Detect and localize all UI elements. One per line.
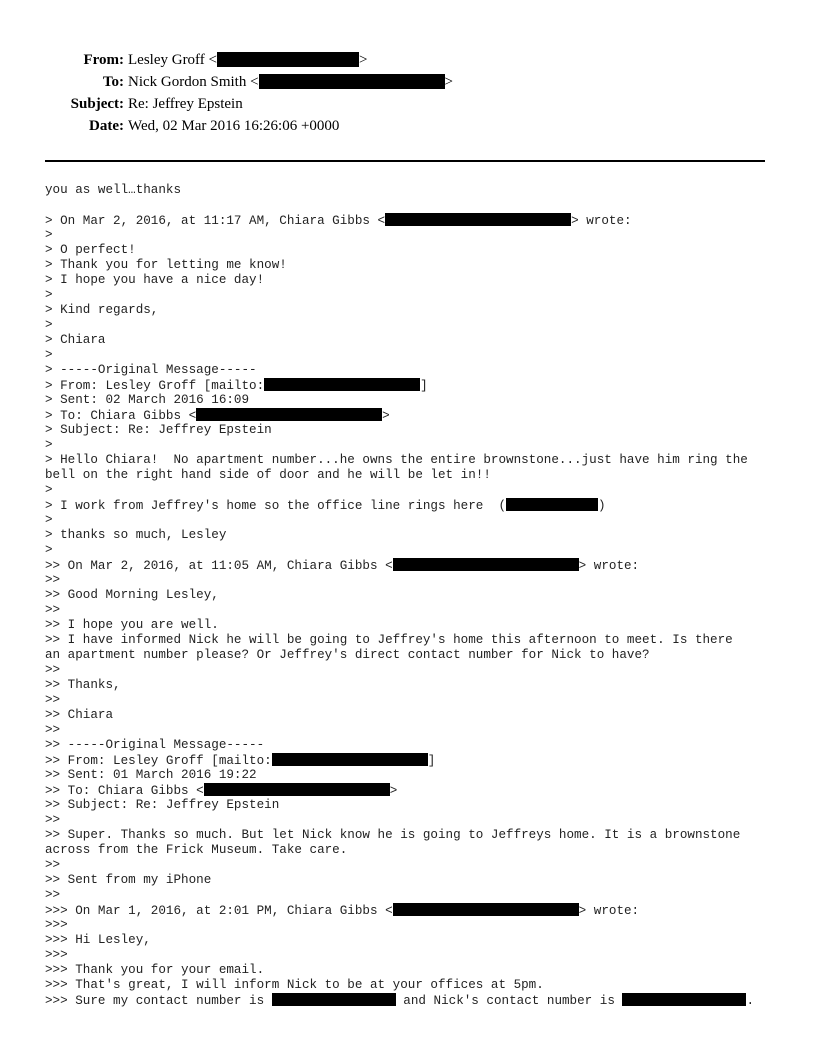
body-line: >> On Mar 2, 2016, at 11:05 AM, Chiara Gibbs < > wrote: — [45, 559, 640, 573]
body-line: > — [45, 438, 53, 452]
body-line: >> I have informed Nick he will be going to Jeffrey's home this afternoon to meet. Is there — [45, 633, 733, 647]
body-line: an apartment number please? Or Jeffrey's direct contact number for Nick to have? — [45, 648, 650, 662]
date-value: Wed, 02 Mar 2016 16:26:06 +0000 — [128, 118, 340, 134]
date-row — [0, 118, 816, 140]
email-header — [0, 52, 816, 140]
to-value: Nick Gordon Smith < > — [128, 74, 454, 90]
header-divider — [45, 160, 765, 162]
redaction-box — [393, 558, 579, 571]
redaction-box — [264, 378, 420, 391]
body-line: >> -----Original Message----- — [45, 738, 265, 752]
redaction-box — [506, 498, 598, 511]
body-line: >> — [45, 573, 61, 587]
body-line: > Hello Chiara! No apartment number...he owns the entire brownstone...just have him ring the — [45, 453, 748, 467]
body-line: > On Mar 2, 2016, at 11:17 AM, Chiara Gibbs < > wrote: — [45, 214, 632, 228]
body-line: > Subject: Re: Jeffrey Epstein — [45, 423, 272, 437]
body-line: >> Good Morning Lesley, — [45, 588, 219, 602]
body-line — [45, 198, 775, 213]
body-line: >> Chiara — [45, 708, 114, 722]
body-line: >> To: Chiara Gibbs < > — [45, 784, 398, 798]
from-row — [0, 52, 816, 74]
body-line: across from the Frick Museum. Take care. — [45, 843, 348, 857]
body-line: >>> — [45, 948, 68, 962]
body-line: > — [45, 318, 53, 332]
body-line: > — [45, 543, 53, 557]
redaction-box — [622, 993, 746, 1006]
redaction-box — [272, 993, 396, 1006]
body-line: > — [45, 288, 53, 302]
body-line: you as well…thanks — [45, 183, 182, 197]
redaction-box — [259, 74, 445, 89]
body-line: > O perfect! — [45, 243, 136, 257]
body-line: > — [45, 513, 53, 527]
body-line: >>> — [45, 918, 68, 932]
subject-value: Re: Jeffrey Epstein — [128, 96, 243, 112]
body-line: > I work from Jeffrey's home so the office line rings here ( ) — [45, 499, 606, 513]
body-line: >>> Sure my contact number is and Nick's contact number is . — [45, 994, 755, 1008]
body-line: > — [45, 483, 53, 497]
subject-label: Subject: — [70, 96, 124, 112]
body-line: > To: Chiara Gibbs < > — [45, 409, 390, 423]
body-line: bell on the right hand side of door and he will be let in!! — [45, 468, 491, 482]
body-line: >> Sent from my iPhone — [45, 873, 212, 887]
body-line: >> — [45, 888, 61, 902]
body-line: >>> On Mar 1, 2016, at 2:01 PM, Chiara Gibbs < > wrote: — [45, 904, 640, 918]
body-line: > Thank you for letting me know! — [45, 258, 287, 272]
body-line: >>> That's great, I will inform Nick to be at your offices at 5pm. — [45, 978, 544, 992]
redaction-box — [196, 408, 382, 421]
body-line: > -----Original Message----- — [45, 363, 257, 377]
body-line: >> Subject: Re: Jeffrey Epstein — [45, 798, 280, 812]
body-line: > Sent: 02 March 2016 16:09 — [45, 393, 250, 407]
body-line: >> Thanks, — [45, 678, 121, 692]
from-value: Lesley Groff < > — [128, 52, 368, 68]
body-line: > Chiara — [45, 333, 106, 347]
redaction-box — [204, 783, 390, 796]
subject-row — [0, 96, 816, 118]
body-line: >> — [45, 663, 61, 677]
body-line: >> I hope you are well. — [45, 618, 219, 632]
body-line: > From: Lesley Groff [mailto: ] — [45, 379, 428, 393]
from-label: From: — [83, 52, 124, 68]
body-line: > — [45, 348, 53, 362]
body-line: >> Super. Thanks so much. But let Nick know he is going to Jeffreys home. It is a brownstone — [45, 828, 741, 842]
body-line: >> From: Lesley Groff [mailto: ] — [45, 754, 436, 768]
body-line: >>> Thank you for your email. — [45, 963, 265, 977]
body-line: >>> Hi Lesley, — [45, 933, 151, 947]
body-line: >> — [45, 813, 61, 827]
body-line: > — [45, 228, 53, 242]
body-line: >> — [45, 603, 61, 617]
email-body — [45, 183, 775, 1008]
body-line: >> — [45, 858, 61, 872]
redaction-box — [272, 753, 428, 766]
redaction-box — [385, 213, 571, 226]
redaction-box — [393, 903, 579, 916]
to-row — [0, 74, 816, 96]
date-label: Date: — [89, 118, 124, 134]
redaction-box — [217, 52, 359, 67]
to-label: To: — [102, 74, 124, 90]
body-line: >> — [45, 693, 61, 707]
body-line: >> Sent: 01 March 2016 19:22 — [45, 768, 257, 782]
body-line: >> — [45, 723, 61, 737]
body-line: > thanks so much, Lesley — [45, 528, 227, 542]
body-line: > I hope you have a nice day! — [45, 273, 265, 287]
body-line: > Kind regards, — [45, 303, 159, 317]
